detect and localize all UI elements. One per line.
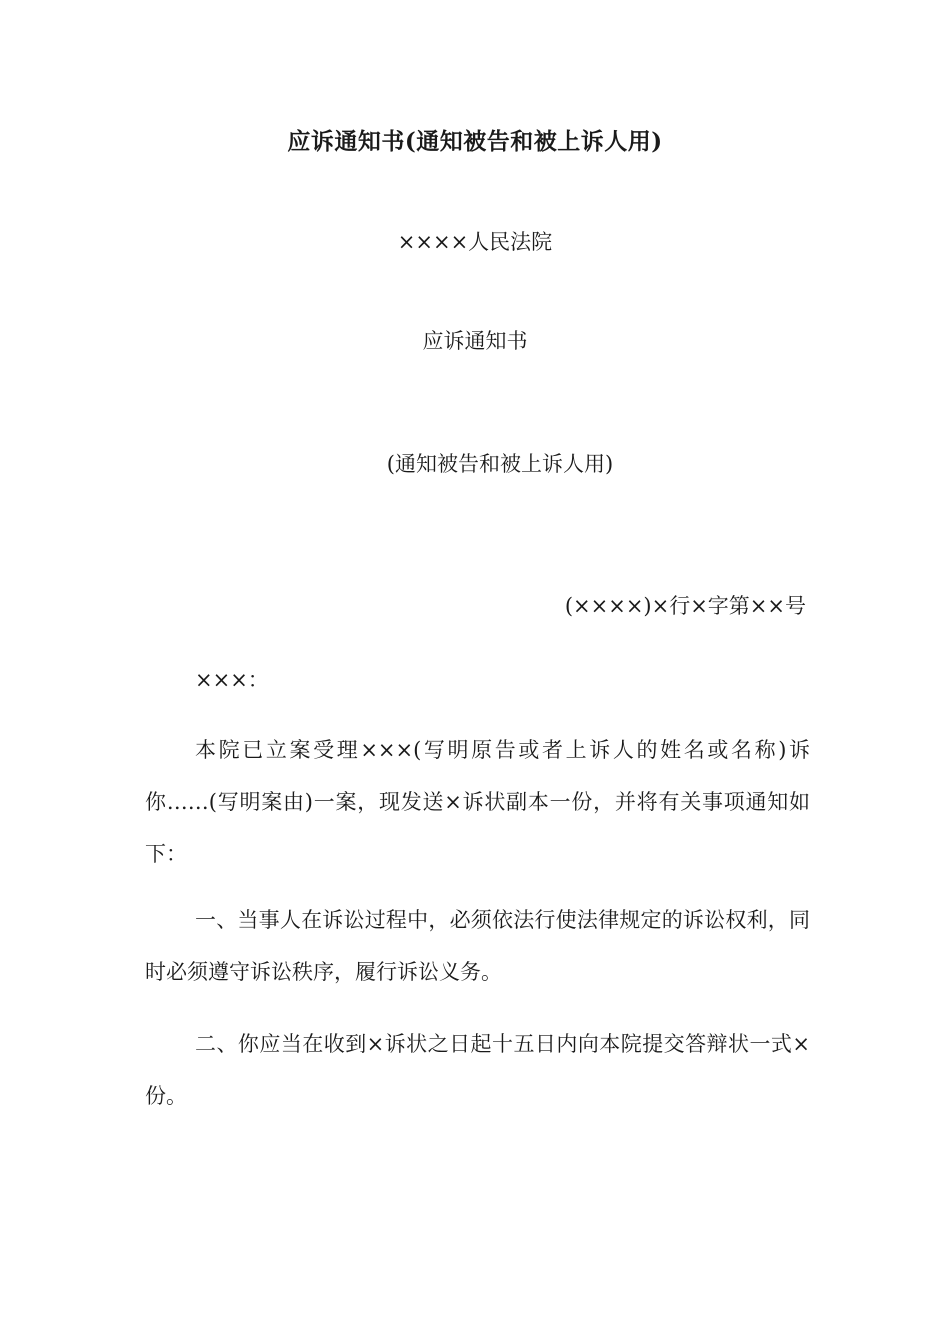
document-title: 应诉通知书(通知被告和被上诉人用) [287,128,663,155]
body-paragraph-intro: 本院已立案受理×××(写明原告或者上诉人的姓名或名称)诉你……(写明案由)一案，现发送×诉状副本一份，并将有关事项通知如下： [145,738,810,866]
body-paragraph-item-2: 二、你应当在收到×诉状之日起十五日内向本院提交答辩状一式×份。 [145,1032,810,1108]
court-name: ××××人民法院 [397,230,553,254]
notice-heading: 应诉通知书 [422,329,528,353]
notice-subheading: (通知被告和被上诉人用) [386,452,614,476]
addressee: ×××： [195,668,269,692]
case-number: (××××)×行×字第××号 [564,594,806,618]
body-paragraph-item-1: 一、当事人在诉讼过程中，必须依法行使法律规定的诉讼权利，同时必须遵守诉讼秩序，履行诉讼义务。 [145,908,810,984]
